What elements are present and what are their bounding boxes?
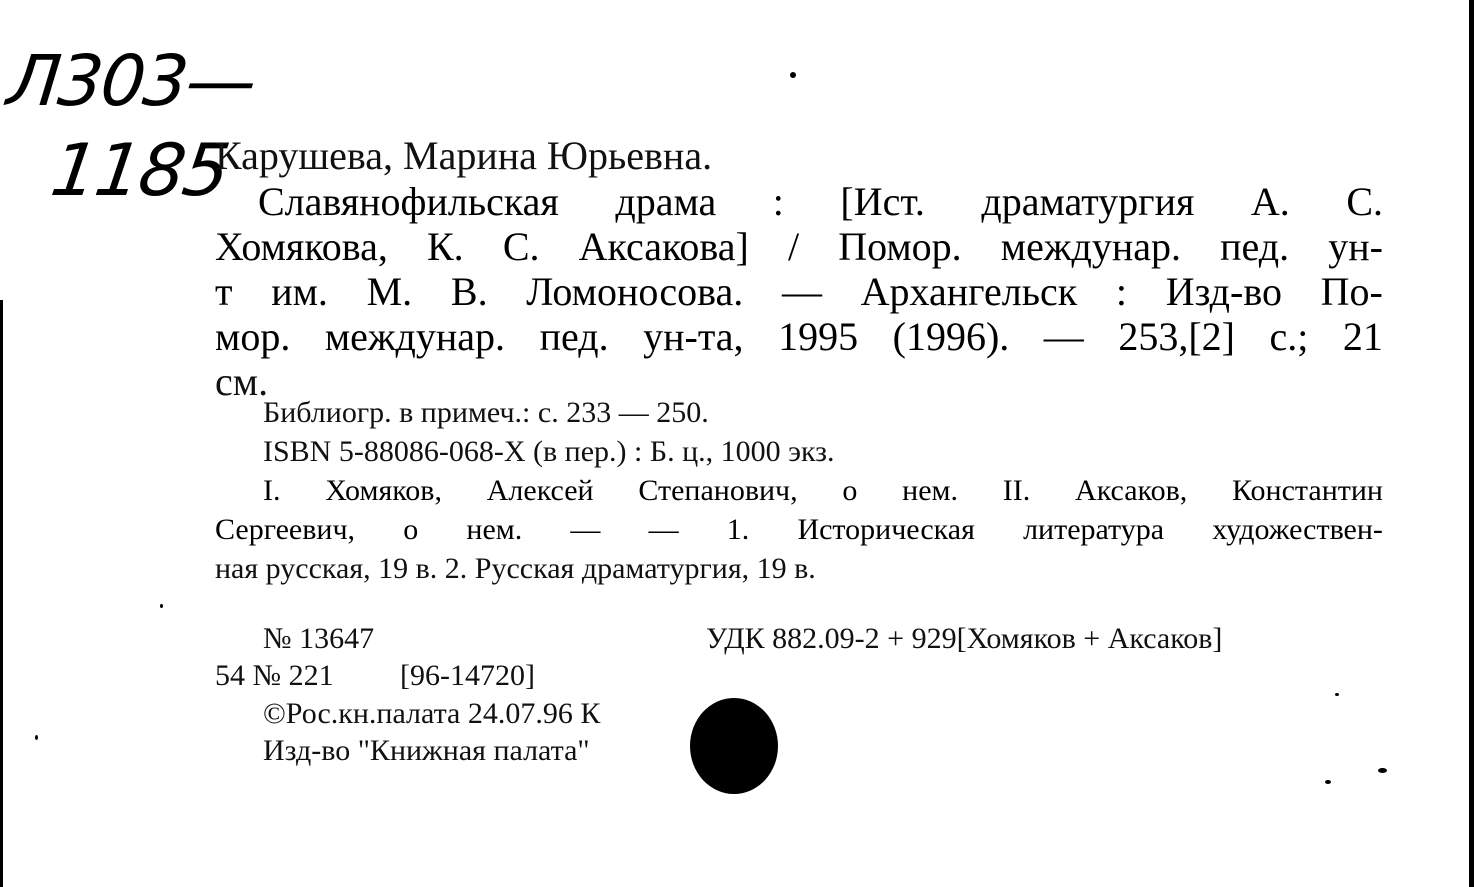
word: : — [1115, 269, 1128, 314]
word: : — [772, 179, 784, 224]
subjects-line-2 — [215, 513, 1383, 547]
title-line-2 — [215, 223, 1383, 270]
record-number: № 13647 — [263, 622, 375, 655]
registration-code: [96-14720] — [400, 659, 535, 692]
word: Славянофильская — [258, 179, 559, 224]
ink-blot — [690, 698, 778, 794]
word: 253,[2] — [1118, 314, 1235, 359]
word: драматургия — [981, 179, 1195, 224]
book-chamber-stamp: ©Рос.кн.палата 24.07.96 К — [263, 697, 601, 730]
word: Степанович, — [638, 474, 798, 507]
word: Хомяков, — [325, 474, 442, 507]
shelfmark-line-2: 1185 — [46, 128, 234, 212]
title-line-5: см. — [215, 359, 269, 404]
word: — — [1043, 314, 1084, 359]
word: — — [648, 513, 679, 546]
publisher-line: Изд-во "Книжная палата" — [263, 734, 590, 767]
word: Изд-во — [1165, 269, 1282, 314]
word: С. — [1346, 179, 1383, 224]
word: Алексей — [486, 474, 594, 507]
word: II. — [1002, 474, 1031, 507]
word: междунар. — [1000, 224, 1181, 269]
word: Историческая — [797, 513, 975, 546]
word: 1. — [726, 513, 750, 546]
word: пед. — [539, 314, 609, 359]
left-edge — [0, 300, 3, 887]
shelfmark-line-1: Л303— — [3, 40, 259, 122]
word: Ломоносова. — [526, 269, 744, 314]
word: нем. — [902, 474, 959, 507]
word: междунар. — [324, 314, 506, 359]
word: М. — [366, 269, 413, 314]
word: т — [215, 269, 233, 314]
word: Хомякова, — [215, 224, 388, 269]
word: драма — [615, 179, 717, 224]
speck — [1378, 768, 1387, 773]
word: Архангельск — [860, 269, 1078, 314]
word: Аксакова] — [578, 224, 749, 269]
title-line-1 — [258, 178, 1383, 225]
right-edge — [1469, 0, 1474, 887]
word: литература — [1023, 513, 1165, 546]
udc-classification: УДК 882.09-2 + 929[Хомяков + Аксаков] — [706, 622, 1223, 655]
bibliography-note: Библиогр. в примеч.: с. 233 — 250. — [263, 396, 709, 429]
word: Аксаков, — [1075, 474, 1188, 507]
word: — — [570, 513, 601, 546]
speck — [1325, 780, 1331, 784]
word: им. — [271, 269, 328, 314]
word: А. — [1250, 179, 1290, 224]
author-heading: Карушева, Марина Юрьевна. — [215, 133, 713, 178]
word: Сергеевич, — [215, 513, 356, 546]
word: — — [781, 269, 822, 314]
word: По- — [1320, 269, 1383, 314]
word: мор. — [215, 314, 291, 359]
title-line-4 — [215, 313, 1383, 360]
word: о — [842, 474, 858, 507]
word: С. — [502, 224, 540, 269]
speck — [35, 735, 38, 740]
title-line-3 — [215, 268, 1383, 315]
subjects-line-1 — [263, 474, 1383, 508]
word: Помор. — [838, 224, 962, 269]
word: (1996). — [892, 314, 1010, 359]
word: ун-та, — [643, 314, 744, 359]
word: о — [403, 513, 419, 546]
word: I. — [263, 474, 281, 507]
word: с.; — [1269, 314, 1309, 359]
isbn-line: ISBN 5-88086-068-X (в пер.) : Б. ц., 1000 экз. — [263, 435, 835, 468]
word: ун- — [1328, 224, 1383, 269]
speck — [160, 604, 163, 608]
word: В. — [450, 269, 488, 314]
word: пед. — [1220, 224, 1290, 269]
word: художествен- — [1212, 513, 1383, 546]
word: Константин — [1232, 474, 1383, 507]
speck — [790, 72, 796, 78]
word: нем. — [466, 513, 523, 546]
word: [Ист. — [840, 179, 925, 224]
batch-number: 54 № 221 — [215, 659, 334, 692]
word: 1995 — [778, 314, 859, 359]
speck — [1335, 693, 1339, 696]
word: К. — [426, 224, 464, 269]
word: / — [787, 224, 800, 269]
subjects-line-3: ная русская, 19 в. 2. Русская драматургия, 19 в. — [215, 552, 816, 585]
word: 21 — [1342, 314, 1383, 359]
